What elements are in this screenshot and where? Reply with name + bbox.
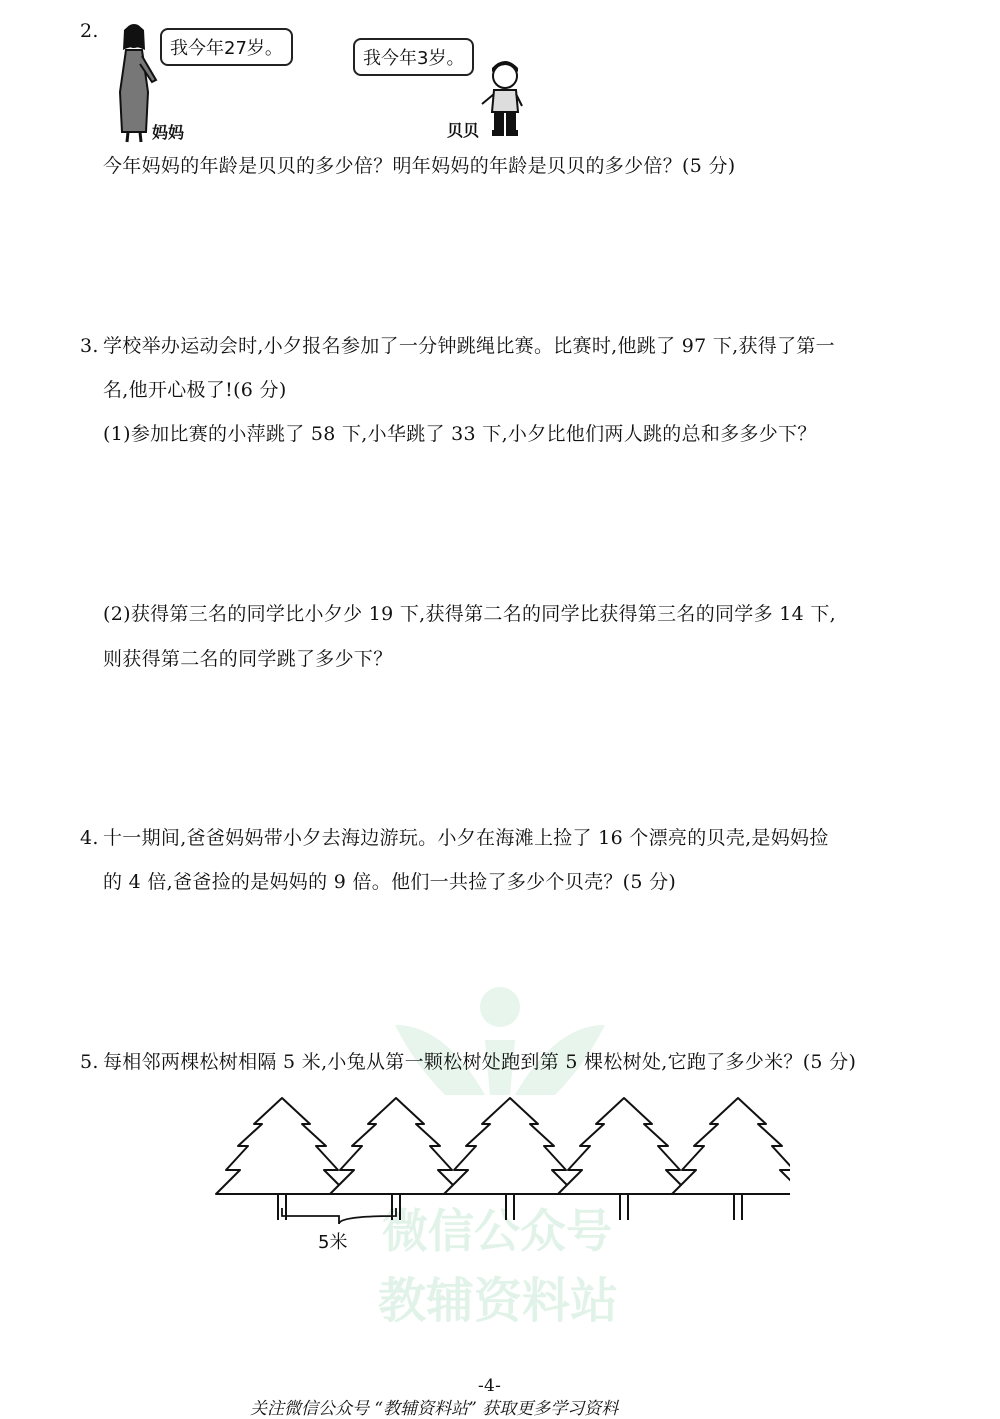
q3-line2: 名,他开心极了!(6 分) (103, 379, 287, 401)
mom-speech-bubble (160, 28, 293, 66)
q3-sub2-line1: (2)获得第三名的同学比小夕少 19 下,获得第二名的同学比获得第三名的同学多 14 下, (103, 603, 837, 625)
q3-sub2-line2: 则获得第二名的同学跳了多少下？ (103, 648, 393, 670)
distance-bracket (282, 1208, 396, 1224)
pine-tree-4 (558, 1098, 690, 1220)
watermark-line1: 微信公众号 (382, 1204, 612, 1258)
q4-line2: 的 4 倍,爸爸捡的是妈妈的 9 倍。他们一共捡了多少个贝壳？(5 分) (103, 871, 677, 893)
pine-tree-3 (444, 1098, 576, 1220)
pine-tree-5 (672, 1098, 790, 1220)
mom-speech-text: 我今年27岁。 (170, 38, 283, 59)
q5-number: 5. (80, 1051, 99, 1073)
distance-label: 5米 (318, 1232, 348, 1253)
mom-name-label: 妈妈 (152, 123, 185, 142)
pine-tree-1 (216, 1098, 348, 1220)
watermark-logo-icon (385, 985, 615, 1105)
q2-question: 今年妈妈的年龄是贝贝的多少倍？明年妈妈的年龄是贝贝的多少倍？(5 分) (103, 155, 736, 177)
q3-sub1: (1)参加比赛的小萍跳了 58 下,小华跳了 33 下,小夕比他们两人跳的总和多多少下？ (103, 423, 817, 445)
pine-tree-2 (330, 1098, 462, 1220)
q4-number: 4. (80, 827, 99, 849)
q2-number: 2. (80, 20, 99, 42)
child-name-label: 贝贝 (447, 121, 480, 140)
child-speech-bubble (353, 38, 474, 76)
child-figure-icon (480, 60, 530, 142)
page-number: -4- (478, 1376, 502, 1396)
pine-trees-diagram (210, 1090, 790, 1255)
q5-line1: 每相邻两棵松树相隔 5 米,小兔从第一颗松树处跑到第 5 棵松树处,它跑了多少米？(5 分) (103, 1051, 857, 1073)
q3-line1: 学校举办运动会时,小夕报名参加了一分钟跳绳比赛。比赛时,他跳了 97 下,获得了第一 (103, 335, 835, 357)
q3-number: 3. (80, 335, 99, 357)
watermark-line2: 教辅资料站 (378, 1273, 619, 1329)
child-speech-text: 我今年3岁。 (363, 48, 465, 69)
footer-note: 关注微信公众号 “教辅资料站” 获取更多学习资料 (250, 1399, 619, 1419)
q4-line1: 十一期间,爸爸妈妈带小夕去海边游玩。小夕在海滩上捡了 16 个漂亮的贝壳,是妈妈捡 (103, 827, 829, 849)
